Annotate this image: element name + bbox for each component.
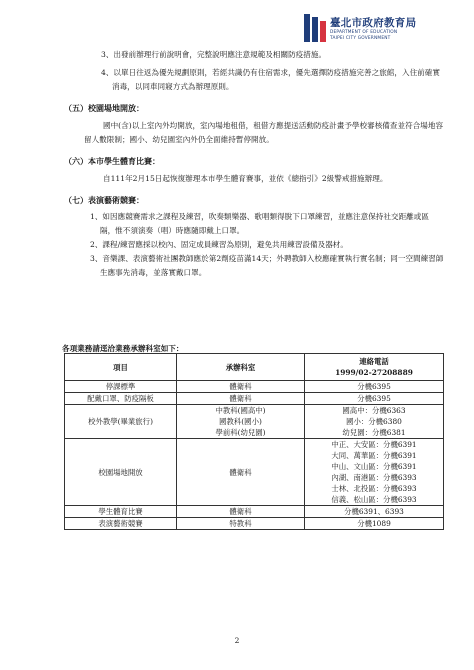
header-item: 項目: [65, 354, 177, 381]
cell-phone: 分機6391、6393: [304, 506, 443, 518]
table-row: [65, 381, 444, 393]
department-logo-icon: [304, 14, 326, 42]
org-name-en-2: TAIPEI CITY GOVERNMENT: [330, 36, 391, 41]
cell-dept: [177, 405, 305, 439]
cell-item: 停課標準: [65, 381, 177, 393]
contact-table: [64, 353, 444, 530]
table-row: [65, 518, 444, 530]
table-header-row: [65, 354, 444, 381]
cell-dept: 特教科: [177, 518, 305, 530]
dept-line: 國教科(國小): [219, 417, 262, 426]
dept-line: 學前科(幼兒園): [215, 428, 266, 437]
cell-dept: 體衛科: [177, 506, 305, 518]
section-text: 自111年2月15日起恢復辦理本市學生體育賽事，並依《總指引》2級警戒措施辦理。: [103, 174, 388, 183]
cell-item: 表演藝術競賽: [65, 518, 177, 530]
cell-phone: 分機6395: [304, 381, 443, 393]
list-item: 3、音樂課、表演藝術社團教師應於第2劑疫苗滿14天；外聘教師入校應確實執行實名制；同一空間練習師生應事先消毒，並落實戴口罩。: [90, 254, 444, 277]
phone-line: 國高中：分機6363: [342, 406, 406, 415]
cell-item: 校園場地開放: [65, 439, 177, 506]
phone-line: 國小：分機6380: [346, 417, 402, 426]
header-phone: [304, 354, 443, 381]
cell-item: 校外教學(畢業旅行): [65, 405, 177, 439]
phone-line: 中山、文山區：分機6391: [331, 462, 417, 471]
document-body: [64, 48, 444, 280]
page-number: 2: [234, 636, 240, 645]
cell-phone: [304, 405, 443, 439]
list-item: 4、以單日往返為優先規劃原則，若經共識仍有住宿需求，優先選擇防疫措施完善之旅館，入住前確實消毒，以同車同寢方式為辦理原則。: [101, 68, 440, 91]
org-name-en-1: DEPARTMENT OF EDUCATION: [330, 30, 398, 35]
phone-line: 內湖、南港區：分機6393: [331, 473, 417, 482]
header-phone-number: 1999/02-27208889: [335, 368, 413, 377]
dept-line: 中教科(國高中): [215, 406, 266, 415]
phone-line: 大同、萬華區：分機6391: [331, 451, 417, 460]
cell-dept: 體衛科: [177, 393, 305, 405]
section-heading: （五）校園場地開放：: [64, 103, 144, 113]
table-row: [65, 506, 444, 518]
phone-line: 信義、松山區：分機6393: [331, 495, 417, 504]
cell-item: 配戴口罩、防疫隔板: [65, 393, 177, 405]
cell-item: 學生體育比賽: [65, 506, 177, 518]
section-heading: （七）表演藝術競賽：: [64, 195, 144, 205]
cell-dept: 體衛科: [177, 439, 305, 506]
cell-phone: 分機1089: [304, 518, 443, 530]
phone-line: 幼兒園：分機6381: [342, 428, 406, 437]
list-item: 2、課程/練習應採以校內、固定成員練習為原則，避免共用練習設備及器材。: [90, 240, 348, 249]
list-item: 3、出發前辦理行前說明會，完整說明應注意規範及相關防疫措施。: [101, 50, 327, 59]
list-item: 1、如因應競賽需求之課程及練習，吹奏類樂器、歌唱類得脫下口罩練習，並應注意保持社交距離或區隔，惟不須演奏（唱）時應隨即戴上口罩。: [90, 212, 429, 235]
phone-line: 中正、大安區：分機6391: [331, 440, 417, 449]
header-dept: 承辦科室: [177, 354, 305, 381]
logo: [304, 12, 464, 46]
cell-dept: 體衛科: [177, 381, 305, 393]
summary-title: 各項業務請逕洽業務承辦科室如下：: [62, 344, 184, 353]
table-row: [65, 405, 444, 439]
cell-phone: 分機6395: [304, 393, 443, 405]
header-phone-title: 連絡電話: [359, 357, 389, 366]
section-heading: （六）本市學生體育比賽：: [64, 156, 160, 166]
table-row: [65, 393, 444, 405]
section-text: 國中(含)以上室內外均開放，室內場地租借，租借方應提送活動防疫計畫予學校審核備查並符合場地容留人數限制；國小、幼兒園室內外仍全面維持暫停開放。: [84, 121, 444, 144]
table-row: [65, 439, 444, 506]
cell-phone: [304, 439, 443, 506]
phone-line: 士林、北投區：分機6393: [331, 484, 417, 493]
org-name: 臺北市政府教育局: [330, 17, 417, 29]
